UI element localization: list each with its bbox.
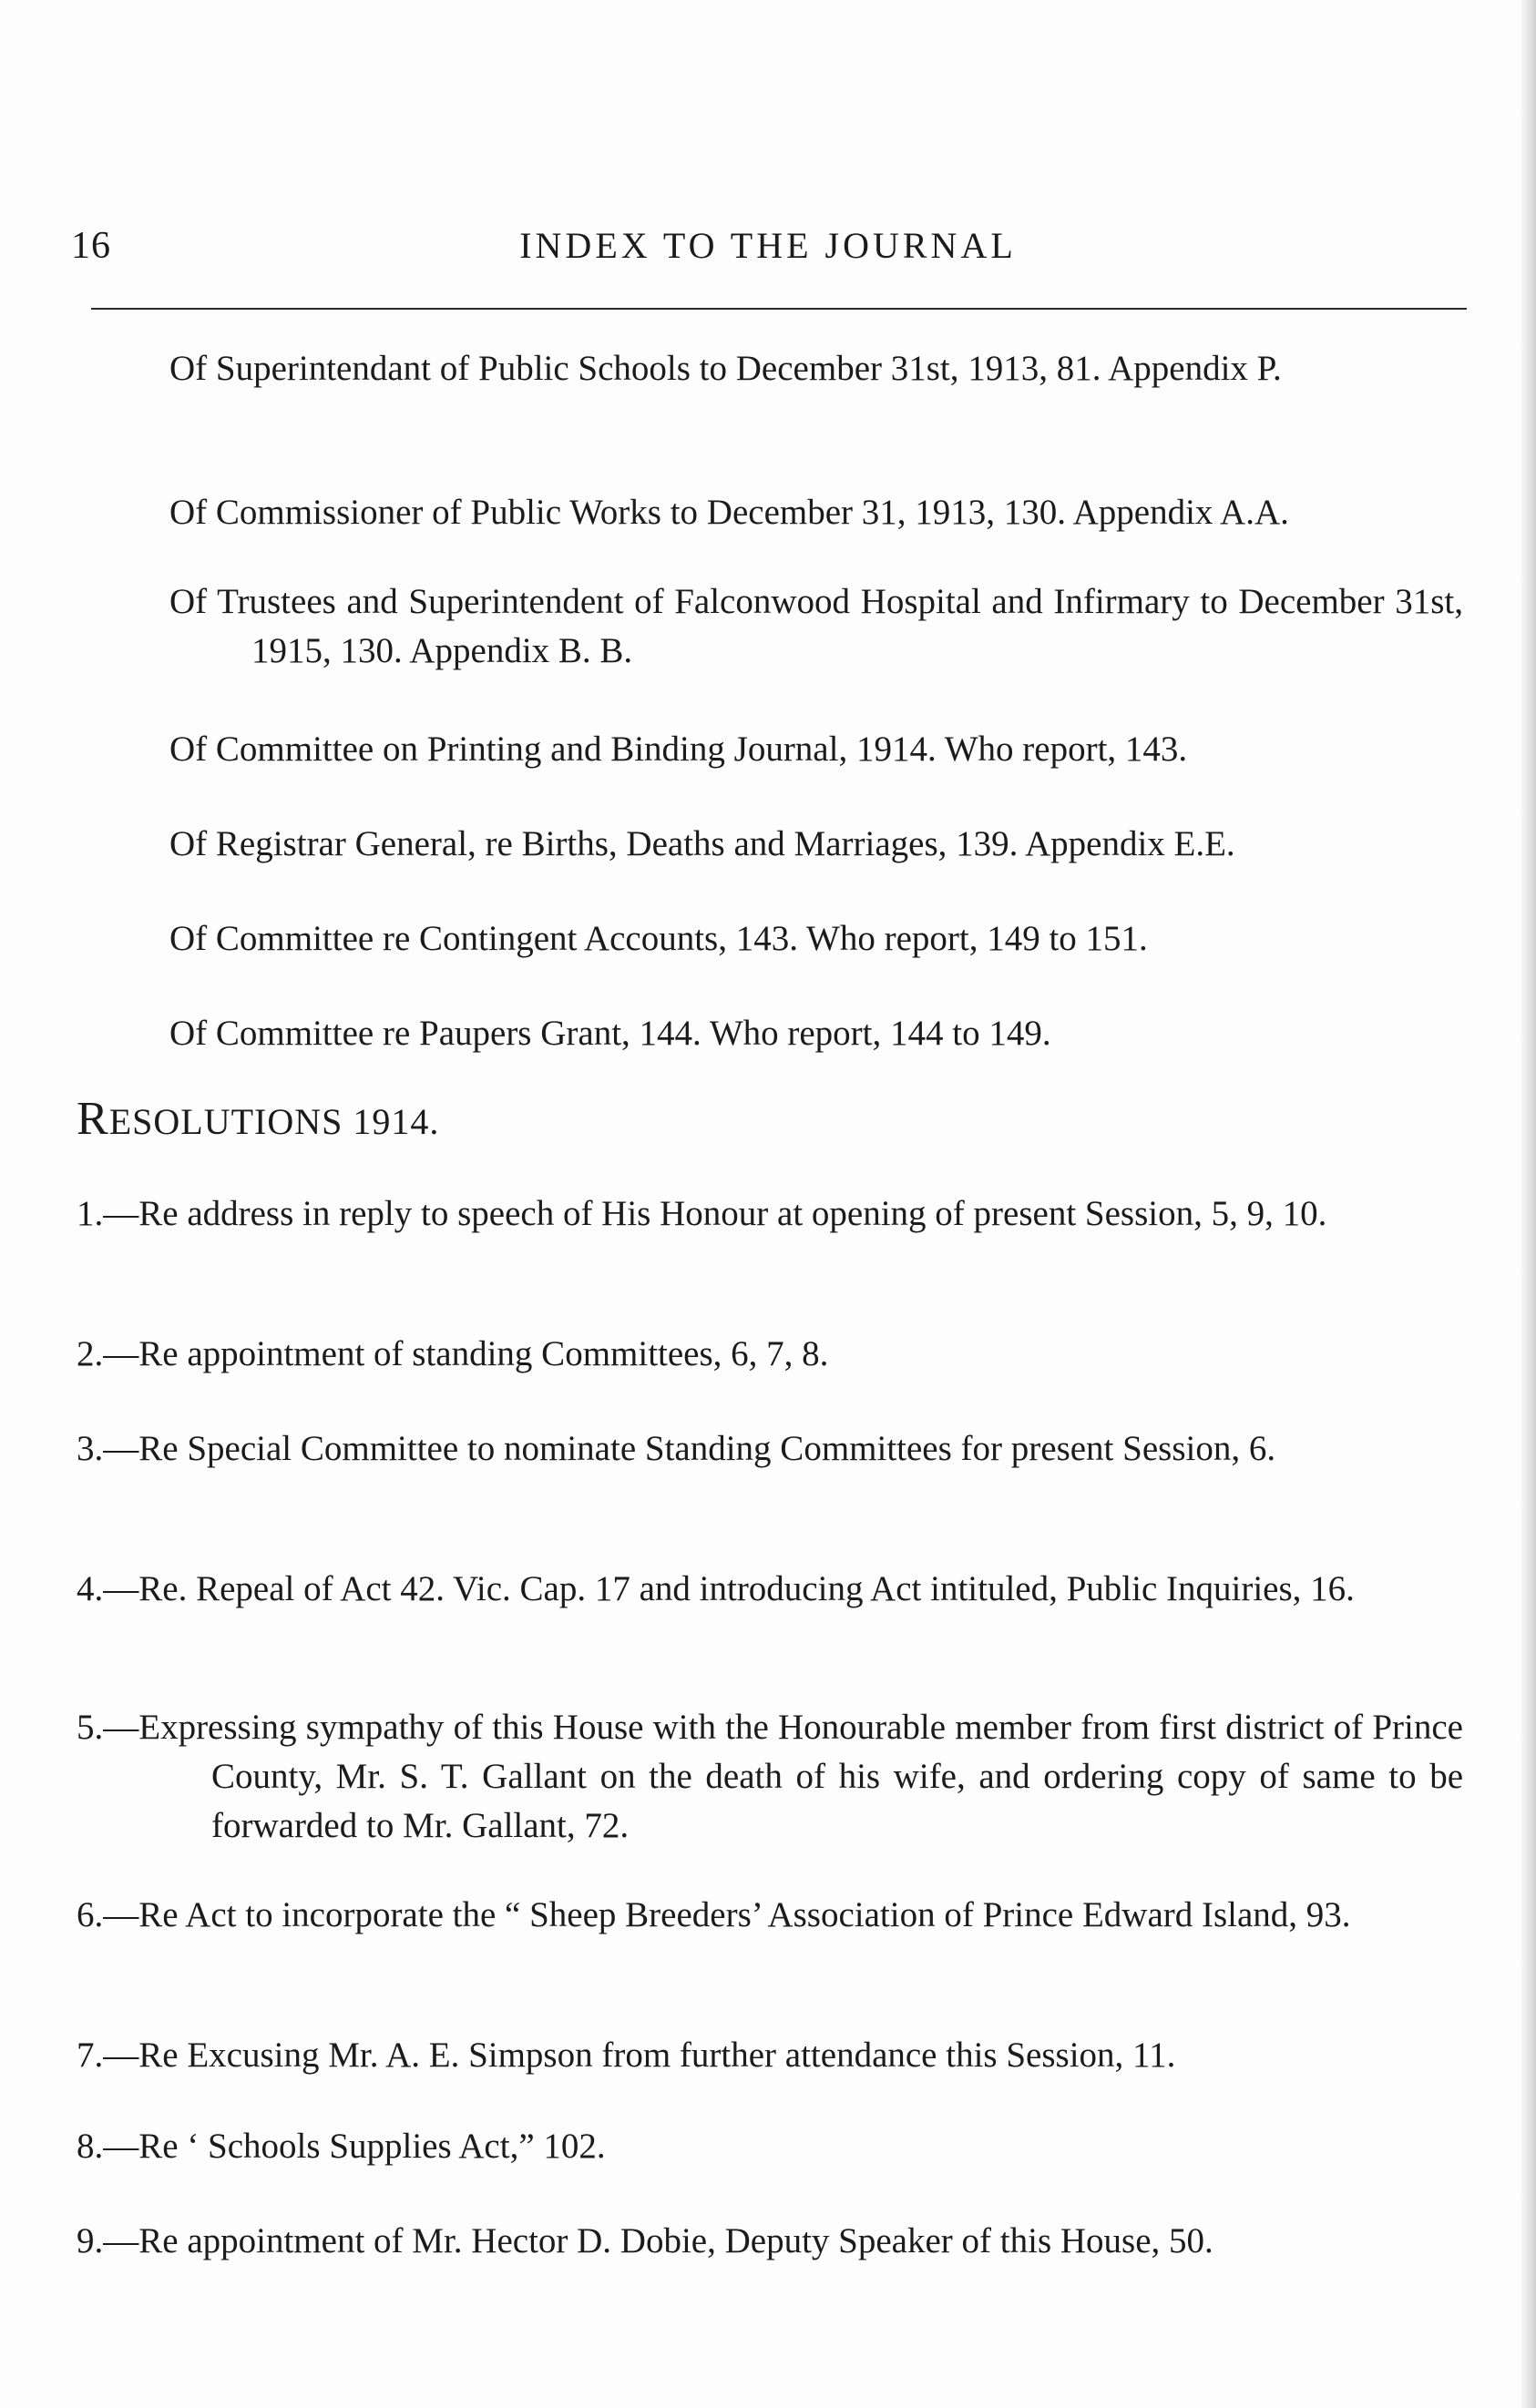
resolution-item: 9.—Re appointment of Mr. Hector D. Dobie, Deputy Speaker of this House, 50. [77,2221,1213,2260]
report-entry: Of Trustees and Superintendent of Falconwood Hospital and Infirmary to December 31st, 1915, 130. Appendix B. B. [169,582,1463,670]
report-entry: Of Committee on Printing and Binding Journal, 1914. Who report, 143. [169,730,1188,769]
resolution-item: 4.—Re. Repeal of Act 42. Vic. Cap. 17 and introducing Act intituled, Public Inquiries, 16. [77,1569,1355,1608]
report-entry: Of Committee re Contingent Accounts, 143. Who report, 149 to 151. [169,919,1148,958]
report-entry: Of Commissioner of Public Works to December 31, 1913, 130. Appendix A.A. [169,493,1289,532]
header-rule [91,308,1467,310]
resolution-item: 8.—Re ‘ Schools Supplies Act,” 102. [77,2127,606,2166]
heading-text: ESOLUTIONS 1914. [108,1101,440,1142]
heading-initial: R [77,1093,109,1145]
resolution-item: 1.—Re address in reply to speech of His Honour at opening of present Session, 5, 9, 10. [77,1194,1327,1233]
running-title: INDEX TO THE JOURNAL [519,225,1017,266]
report-entry: Of Registrar General, re Births, Deaths and Marriages, 139. Appendix E.E. [169,824,1235,863]
report-entry: Of Committee re Paupers Grant, 144. Who report, 144 to 149. [169,1014,1051,1053]
resolutions-heading [77,1093,440,1145]
page-number: 16 [71,225,111,267]
resolution-item: 2.—Re appointment of standing Committees, 6, 7, 8. [77,1334,829,1373]
resolution-item: 3.—Re Special Committee to nominate Standing Committees for present Session, 6. [77,1429,1276,1468]
resolution-item: 6.—Re Act to incorporate the “ Sheep Breeders’ Association of Prince Edward Island, 93. [77,1895,1351,1934]
resolution-item: 7.—Re Excusing Mr. A. E. Simpson from further attendance this Session, 11. [77,2036,1176,2075]
page-header [71,224,1465,279]
page-edge-shadow [1520,0,1536,2408]
report-entry: Of Superintendant of Public Schools to December 31st, 1913, 81. Appendix P. [169,349,1282,388]
resolution-item: 5.—Expressing sympathy of this House with the Honourable member from first district of Prince County, Mr. S. T. Gallant on the death of his wife, and ordering copy of same to be forwarded to Mr. Gallant, 72. [77,1708,1463,1845]
